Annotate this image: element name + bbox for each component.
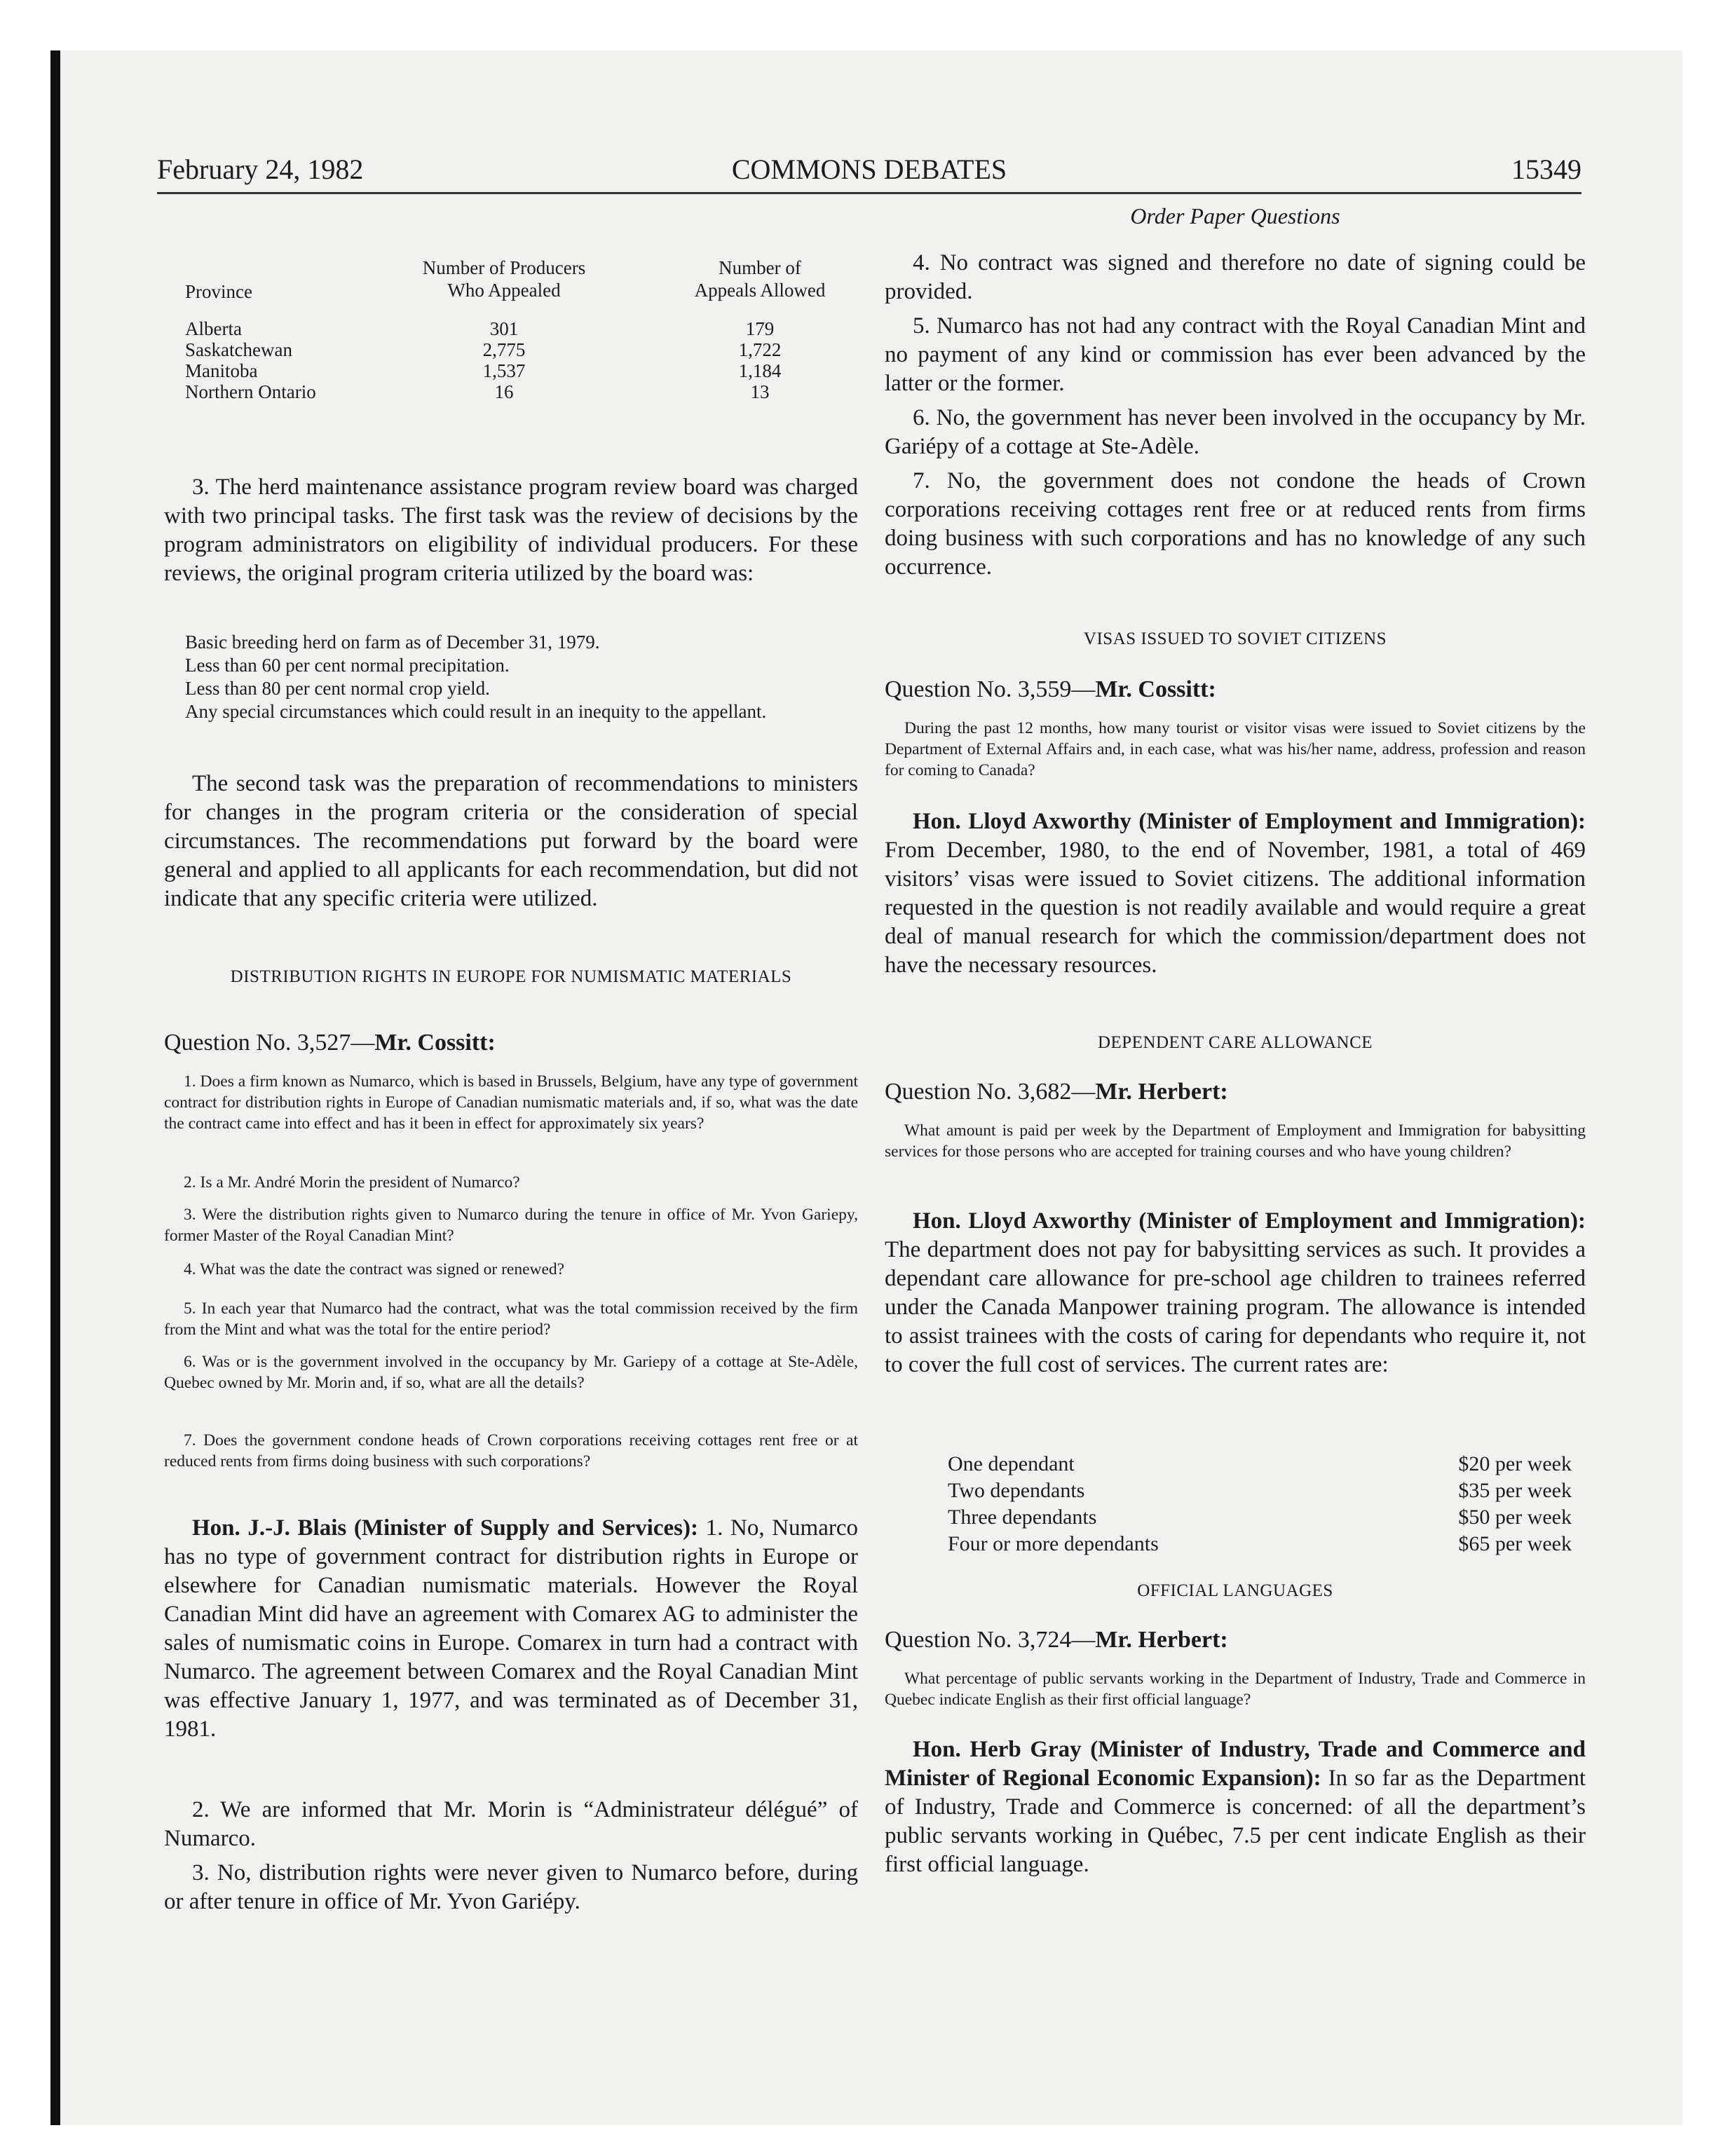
section-heading-official-languages: OFFICIAL LANGUAGES — [1137, 1581, 1333, 1600]
rate-amount: $20 per week — [1458, 1452, 1572, 1475]
scan-edge — [50, 50, 60, 2125]
answer-gray — [885, 1735, 1586, 1879]
table-row — [164, 318, 858, 339]
rate-row — [948, 1478, 1572, 1504]
province-cell: Saskatchewan — [185, 339, 292, 360]
rate-label: Two dependants — [948, 1479, 1085, 1502]
producers-cell: 301 — [489, 318, 519, 339]
criteria-list — [185, 631, 858, 723]
header-title: COMMONS DEBATES — [731, 153, 1007, 185]
section-subhead: Order Paper Questions — [1130, 203, 1340, 228]
question-item: 6. Was or is the government involved in the occupancy by Mr. Gariepy of a cottage at Ste-Adèle, Quebec owned by Mr. Morin and, if so, what are all the details? — [164, 1353, 858, 1392]
question-text: What percentage of public servants working in the Department of Industry, Trade and Commerce in Quebec indicate English as their first official language? — [885, 1670, 1586, 1709]
question-number: Question No. 3,559— — [885, 676, 1096, 702]
header-date: February 24, 1982 — [157, 153, 364, 185]
rate-amount: $65 per week — [1458, 1532, 1572, 1555]
table-header — [164, 240, 858, 303]
table-row — [164, 381, 858, 402]
answer-paragraph: 3. No, distribution rights were never given to Numarco before, during or after tenure in office of Mr. Yvon Gariépy. — [164, 1860, 858, 1914]
question-item: 2. Is a Mr. André Morin the president of Numarco? — [184, 1173, 520, 1192]
rates-table — [948, 1451, 1572, 1563]
question-asker: Mr. Cossitt: — [1095, 676, 1216, 702]
question-item: 3. Were the distribution rights given to Numarco during the tenure in office of Mr. Yvon Gariepy, former Master of the Royal Canadian Mint? — [164, 1206, 858, 1245]
answer-text: 1. No, Numarco has no type of government contract for distribution rights in Europe or elsewhere for Canadian numismatic materials. However the Royal Canadian Mint did have an agreement with Comarex AG to administer the sales of numismatic coins in Europe. Comarex in turn had a contract with Numarco. The agreement between Comarex and the Royal Canadian Mint was effective January 1, 1977, and was terminated as of December 31, 1981. — [164, 1515, 858, 1742]
producers-cell: 16 — [494, 381, 514, 402]
question-item: 5. In each year that Numarco had the contract, what was the total commission received by the firm from the Mint and what was the total for the entire period? — [164, 1299, 858, 1339]
rate-amount: $35 per week — [1458, 1479, 1572, 1502]
question-asker: Mr. Herbert: — [1095, 1627, 1228, 1653]
answer-paragraph: 5. Numarco has not had any contract with the Royal Canadian Mint and no payment of any kind or commission has ever been advanced by the latter or the former. — [885, 313, 1586, 396]
header-producers-line1: Number of Producers — [422, 257, 586, 278]
answer-axworthy-visas — [885, 807, 1586, 980]
second-task-paragraph: The second task was the preparation of recommendations to ministers for changes in the program criteria or the consideration of special circumstances. The recommendations put forward by the board were general and applied to all applicants for each recommendation, but did not indicate that any specific criteria were utilized. — [164, 771, 858, 911]
question-asker: Mr. Herbert: — [1095, 1079, 1228, 1105]
header-appeals — [676, 257, 844, 301]
page-header — [157, 153, 1581, 194]
section-heading-visas: VISAS ISSUED TO SOVIET CITIZENS — [1083, 629, 1387, 648]
header-province: Province — [185, 281, 252, 302]
question-text: During the past 12 months, how many tourist or visitor visas were issued to Soviet citizens by the Department of External Affairs and, in each case, what was his/her name, address, profession and reason for coming to Canada? — [885, 719, 1586, 779]
question-text: What amount is paid per week by the Department of Employment and Immigration for babysitting services for those persons who are accepted for training courses and who have young children? — [885, 1121, 1586, 1161]
table-row — [164, 339, 858, 360]
section-heading-numismatic: DISTRIBUTION RIGHTS IN EUROPE FOR NUMISMATIC MATERIALS — [230, 967, 792, 986]
appeals-cell: 1,722 — [738, 339, 782, 360]
appeals-cell: 179 — [745, 318, 775, 339]
question-3527-line — [164, 1029, 496, 1057]
header-appeals-line2: Appeals Allowed — [694, 280, 826, 301]
speaker-axworthy: Hon. Lloyd Axworthy (Minister of Employment and Immigration): — [913, 809, 1586, 834]
question-item: 1. Does a firm known as Numarco, which is based in Brussels, Belgium, have any type of government contract for distribution rights in Europe of Canadian numismatic materials and, if so, what was the date the contract came into effect and has it been in effect for approximately six years? — [164, 1072, 858, 1133]
rate-label: One dependant — [948, 1452, 1075, 1475]
province-cell: Alberta — [185, 318, 242, 339]
answer-blais-paragraph — [164, 1514, 858, 1744]
question-3682-line — [885, 1078, 1228, 1106]
section-heading-dependent-care: DEPENDENT CARE ALLOWANCE — [1097, 1033, 1373, 1052]
header-producers — [395, 257, 613, 301]
speaker-blais: Hon. J.-J. Blais (Minister of Supply and Services): — [192, 1515, 698, 1541]
answer-paragraph: 2. We are informed that Mr. Morin is “Administrateur délégué” of Numarco. — [164, 1797, 858, 1851]
question-3724-line — [885, 1626, 1228, 1654]
header-appeals-line1: Number of — [719, 257, 801, 278]
rate-label: Three dependants — [948, 1506, 1097, 1529]
criteria-item: Less than 80 per cent normal crop yield. — [185, 678, 490, 699]
province-cell: Manitoba — [185, 360, 258, 381]
table-row — [164, 360, 858, 381]
rate-label: Four or more dependants — [948, 1532, 1159, 1555]
header-page-number: 15349 — [1511, 153, 1581, 185]
criteria-item: Basic breeding herd on farm as of December 31, 1979. — [185, 632, 600, 653]
answer-paragraph: 7. No, the government does not condone the heads of Crown corporations receiving cottages rent free or at reduced rents from firms doing business with such corporations and has no knowledge of any such occurrence. — [885, 468, 1586, 580]
answer-text: The department does not pay for babysitting services as such. It provides a dependant care allowance for pre-school age children to trainees referred under the Canada Manpower training program. The allowance is intended to assist trainees with the costs of caring for dependants who require it, not to cover the full cost of services. The current rates are: — [885, 1237, 1586, 1377]
answer-paragraph: 4. No contract was signed and therefore no date of signing could be provided. — [885, 250, 1586, 304]
question-item: 4. What was the date the contract was signed or renewed? — [184, 1260, 565, 1278]
question-item: 7. Does the government condone heads of Crown corporations receiving cottages rent free or at reduced rents from firms doing business with such corporations? — [164, 1431, 858, 1471]
appeals-cell: 13 — [750, 381, 770, 402]
question-asker: Mr. Cossitt: — [374, 1030, 496, 1056]
answer-paragraph: 6. No, the government has never been involved in the occupancy by Mr. Gariépy of a cottage at Ste-Adèle. — [885, 405, 1586, 459]
rate-row — [948, 1504, 1572, 1531]
speaker-gray: Hon. Herb Gray (Minister of Industry, Trade and Commerce and Minister of Regional Economic Expansion): — [885, 1737, 1586, 1791]
province-cell: Northern Ontario — [185, 381, 316, 402]
question-number: Question No. 3,682— — [885, 1079, 1096, 1105]
criteria-item: Any special circumstances which could result in an inequity to the appellant. — [185, 701, 767, 722]
rate-row — [948, 1531, 1572, 1557]
rate-row — [948, 1451, 1572, 1478]
question-3559-line — [885, 676, 1216, 704]
question-number: Question No. 3,527— — [164, 1030, 375, 1056]
criteria-item: Less than 60 per cent normal precipitation. — [185, 655, 510, 676]
review-board-paragraph: 3. The herd maintenance assistance program review board was charged with two principal tasks. The first task was the review of decisions by the program administrators on eligibility of individual producers. For these reviews, the original program criteria utilized by the board was: — [164, 475, 858, 586]
answer-axworthy-care — [885, 1207, 1586, 1379]
question-number: Question No. 3,724— — [885, 1627, 1096, 1653]
producers-cell: 2,775 — [482, 339, 526, 360]
producers-cell: 1,537 — [482, 360, 526, 381]
answer-text: In so far as the Department of Industry, Trade and Commerce is concerned: of all the department’s public servants working in Québec, 7.5 per cent indicate English as their first official language. — [885, 1766, 1586, 1877]
speaker-axworthy: Hon. Lloyd Axworthy (Minister of Employment and Immigration): — [913, 1208, 1586, 1234]
answer-text: From December, 1980, to the end of November, 1981, a total of 469 visitors’ visas were issued to Soviet citizens. The additional information requested in the question is not readily available and would require a great deal of manual research for which the commission/department does not have the necessary resources. — [885, 838, 1586, 978]
appeals-cell: 1,184 — [738, 360, 782, 381]
rate-amount: $50 per week — [1458, 1506, 1572, 1529]
header-producers-line2: Who Appealed — [447, 280, 561, 301]
